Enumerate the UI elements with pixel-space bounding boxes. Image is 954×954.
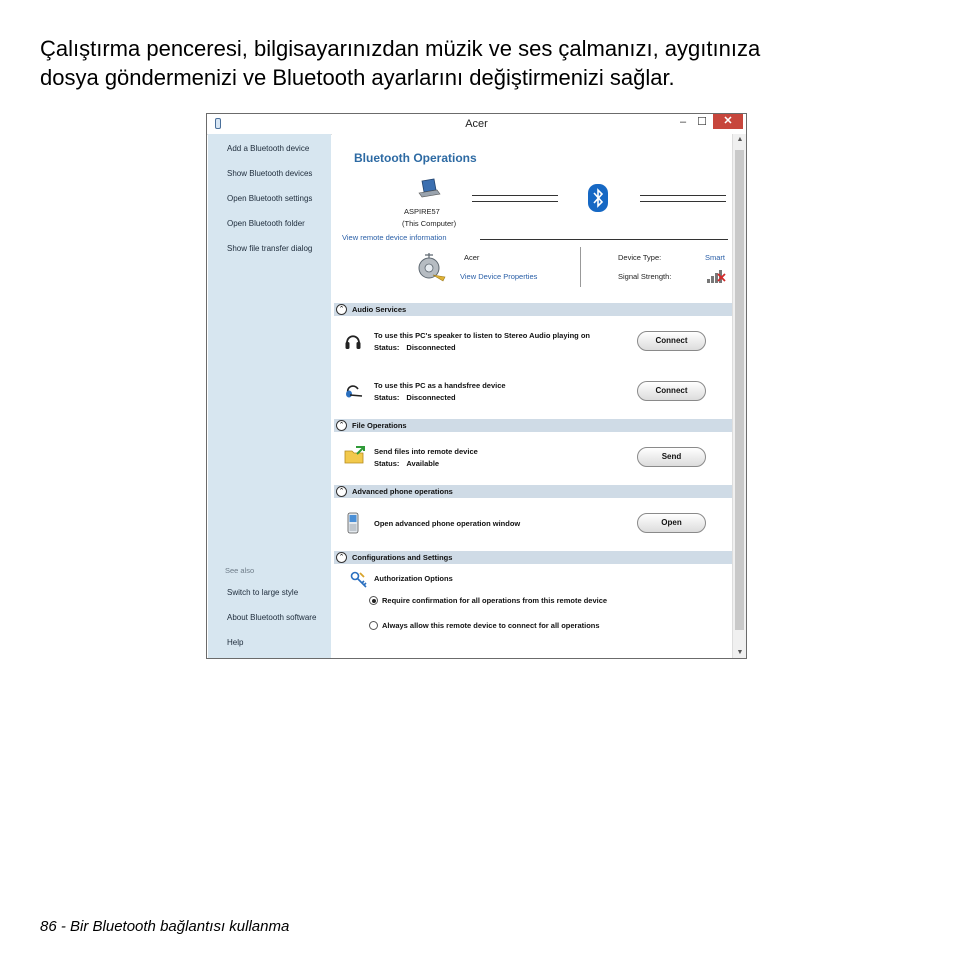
section-audio-label: Audio Services <box>352 305 407 314</box>
satellite-device-icon <box>415 251 447 283</box>
intro-paragraph <box>40 34 930 92</box>
device-properties-link[interactable]: View Device Properties <box>460 272 538 281</box>
handsfree-headset-icon <box>344 381 364 399</box>
sidebar-item-large-style[interactable]: Switch to large style <box>227 588 299 597</box>
status-label: Status: <box>374 343 400 352</box>
section-configurations[interactable] <box>334 551 732 564</box>
status-value: Disconnected <box>406 343 456 352</box>
scroll-down-icon[interactable]: ▼ <box>736 649 744 656</box>
collapse-chevron-icon[interactable]: ⌃ <box>336 304 347 315</box>
remote-device-info-link[interactable]: View remote device information <box>342 233 447 242</box>
send-files-status <box>374 459 439 468</box>
section-file-label: File Operations <box>352 421 407 430</box>
maximize-button[interactable]: ☐ <box>697 116 707 128</box>
title-bar[interactable] <box>207 114 746 135</box>
minimize-button[interactable]: – <box>679 116 687 128</box>
collapse-chevron-icon[interactable]: ⌃ <box>336 552 347 563</box>
authorization-title: Authorization Options <box>374 574 453 583</box>
radio-always-allow[interactable] <box>369 621 378 630</box>
page-footer: 86 - Bir Bluetooth bağlantısı kullanma <box>40 918 290 935</box>
close-button[interactable]: ✕ <box>713 114 743 129</box>
handsfree-status <box>374 393 456 402</box>
vertical-scrollbar[interactable] <box>732 134 747 658</box>
option-require-confirmation: Require confirmation for all operations from this remote device <box>382 596 608 605</box>
sidebar-item-help[interactable]: Help <box>227 638 244 647</box>
laptop-icon <box>417 178 441 198</box>
scroll-up-icon[interactable]: ▲ <box>736 136 744 143</box>
status-label: Status: <box>374 459 400 468</box>
collapse-chevron-icon[interactable]: ⌃ <box>336 420 347 431</box>
audio-speaker-status <box>374 343 456 352</box>
handsfree-title: To use this PC as a handsfree device <box>374 381 506 390</box>
status-value: Available <box>406 459 440 468</box>
audio-speaker-title: To use this PC's speaker to listen to Stereo Audio playing on <box>374 331 590 340</box>
sidebar-item-add-device[interactable]: Add a Bluetooth device <box>227 144 310 153</box>
bluetooth-icon <box>588 184 608 212</box>
connection-line-right-bottom <box>640 201 726 202</box>
scrollbar-thumb[interactable] <box>735 150 744 630</box>
headphones-icon <box>344 331 362 351</box>
computer-note: (This Computer) <box>402 219 457 228</box>
see-also-heading: See also <box>225 566 255 575</box>
radio-require-confirmation[interactable] <box>369 596 378 605</box>
send-button[interactable]: Send <box>637 447 706 467</box>
folder-send-icon <box>344 445 366 465</box>
computer-name: ASPIRE57 <box>404 207 440 216</box>
connection-line-right-top <box>640 195 726 196</box>
sidebar-item-open-settings[interactable]: Open Bluetooth settings <box>227 194 313 203</box>
section-audio-services[interactable] <box>334 303 732 316</box>
device-type-value: Smart <box>705 253 726 262</box>
collapse-chevron-icon[interactable]: ⌃ <box>336 486 347 497</box>
open-button[interactable]: Open <box>637 513 706 533</box>
send-files-title: Send files into remote device <box>374 447 478 456</box>
connection-line-left-bottom <box>472 201 558 202</box>
bluetooth-window <box>206 113 747 659</box>
remote-info-separator <box>480 239 728 240</box>
sidebar-item-open-folder[interactable]: Open Bluetooth folder <box>227 219 305 228</box>
section-file-operations[interactable] <box>334 419 732 432</box>
intro-line-2: dosya göndermenizi ve Bluetooth ayarlarını değiştirmenizi sağlar. <box>40 65 675 90</box>
signal-strength-label: Signal Strength: <box>618 272 672 281</box>
window-title: Acer <box>465 118 488 130</box>
page-title: Bluetooth Operations <box>354 151 477 165</box>
device-type-label: Device Type: <box>618 253 662 262</box>
option-always-allow: Always allow this remote device to connect for all operations <box>382 621 600 630</box>
sidebar-item-file-transfer[interactable]: Show file transfer dialog <box>227 244 313 253</box>
connect-stereo-button[interactable]: Connect <box>637 331 706 351</box>
signal-bars-icon <box>706 269 726 283</box>
status-label: Status: <box>374 393 400 402</box>
phone-icon <box>347 512 359 534</box>
main-content <box>332 134 732 658</box>
device-info-divider <box>580 247 581 287</box>
device-name: Acer <box>464 253 480 262</box>
status-value: Disconnected <box>406 393 456 402</box>
key-icon <box>350 571 368 589</box>
intro-line-1: Çalıştırma penceresi, bilgisayarınızdan müzik ve ses çalmanızı, aygıtınıza <box>40 36 761 61</box>
section-config-label: Configurations and Settings <box>352 553 453 562</box>
connection-line-left-top <box>472 195 558 196</box>
sidebar <box>208 134 331 658</box>
sidebar-item-about[interactable]: About Bluetooth software <box>227 613 317 622</box>
section-phone-label: Advanced phone operations <box>352 487 453 496</box>
phone-ops-title: Open advanced phone operation window <box>374 519 521 528</box>
connect-handsfree-button[interactable]: Connect <box>637 381 706 401</box>
section-phone-operations[interactable] <box>334 485 732 498</box>
sidebar-item-show-devices[interactable]: Show Bluetooth devices <box>227 169 313 178</box>
